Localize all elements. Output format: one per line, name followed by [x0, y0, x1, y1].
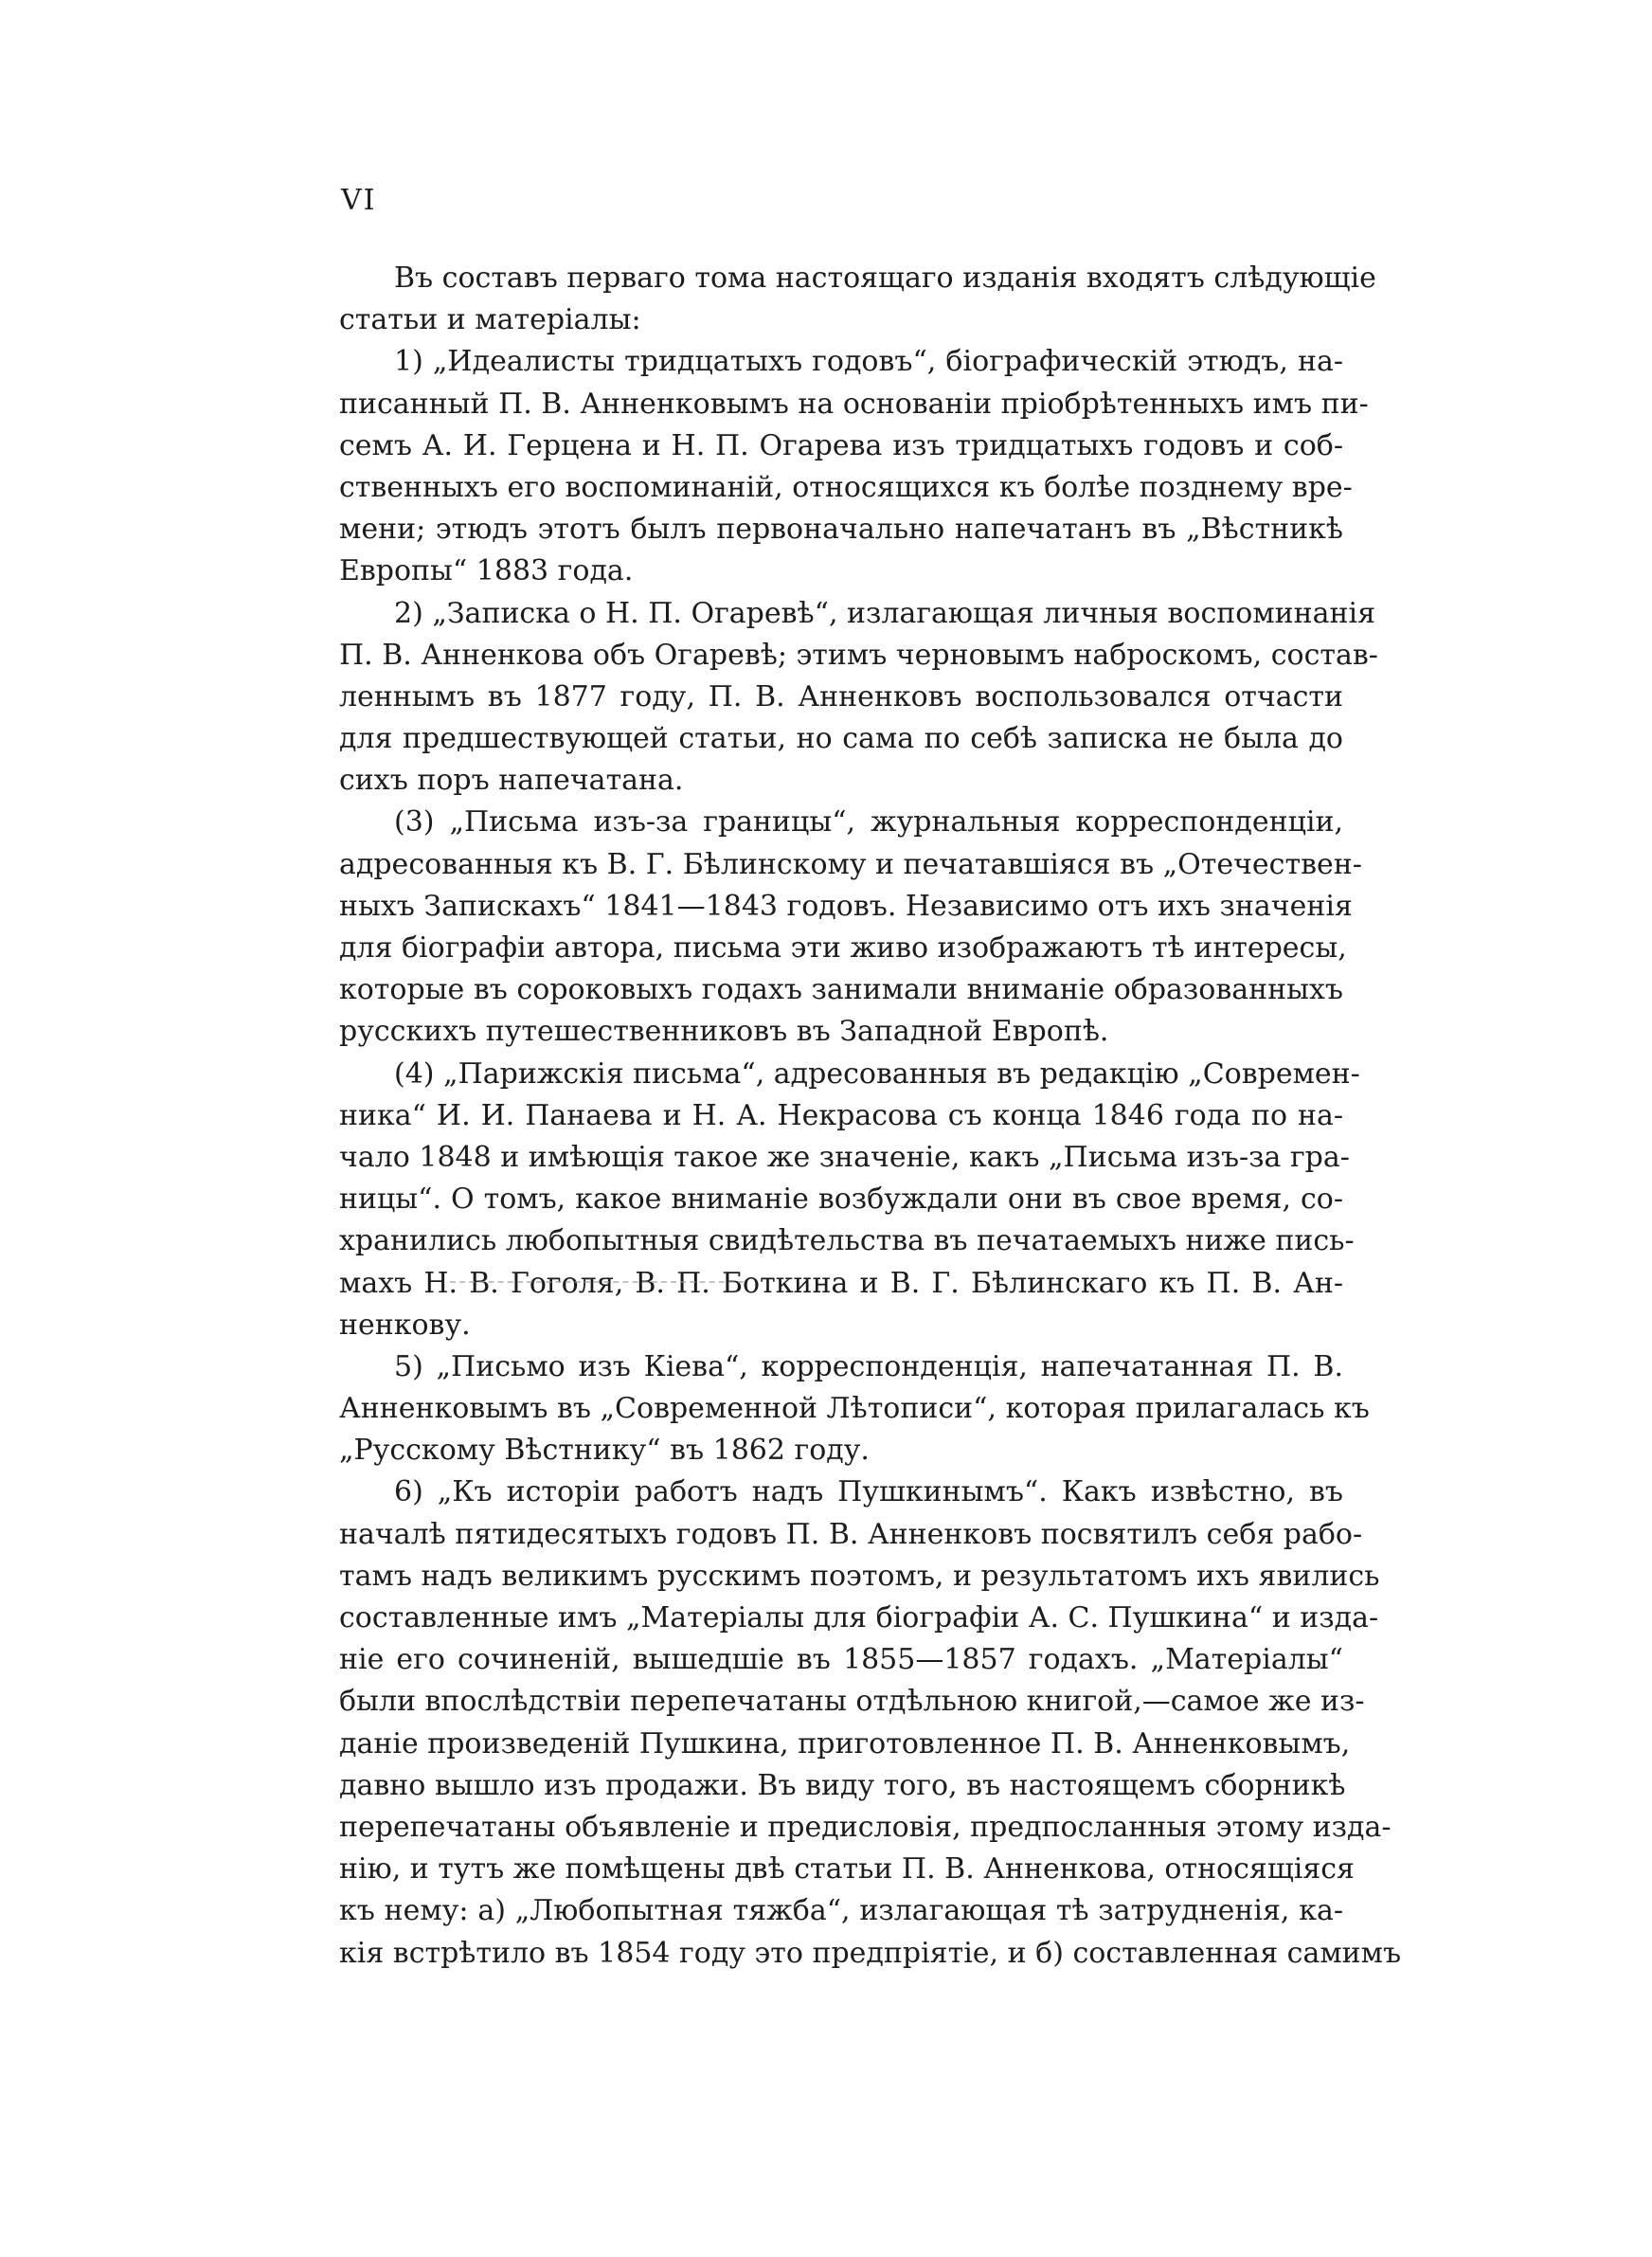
- text-line: были впослѣдствіи перепечатаны отдѣльною книгой,—самое же из-: [339, 1685, 1365, 1719]
- text-line: даніе произведеній Пушкина, приготовленное П. В. Анненковымъ,: [339, 1726, 1351, 1760]
- text-line: давно вышло изъ продажи. Въ виду того, въ настоящемъ сборникѣ: [339, 1768, 1346, 1802]
- text-line: махъ Н. В. Гоголя, В. П. Боткина и В. Г. Бѣлинскаго къ П. В. Ан-: [339, 1266, 1343, 1300]
- text-line: мени; этюдъ этотъ былъ первоначально напечатанъ въ „Вѣстникѣ: [339, 513, 1343, 547]
- text-line: для біографіи автора, письма эти живо изображаютъ тѣ интересы,: [339, 931, 1347, 965]
- text-line: ныхъ Запискахъ“ 1841—1843 годовъ. Независимо отъ ихъ значенія: [339, 889, 1353, 923]
- text-line: адресованныя къ В. Г. Бѣлинскому и печатавшіяся въ „Отечествен-: [339, 847, 1362, 881]
- text-line: (4) „Парижскія письма“, адресованныя въ редакцію „Современ-: [394, 1056, 1360, 1091]
- text-line: ніе его сочиненій, вышедшіе въ 1855—1857 годахъ. „Матеріалы“: [339, 1643, 1343, 1677]
- text-line: 5) „Письмо изъ Кіева“, корреспонденція, напечатанная П. В.: [394, 1349, 1343, 1383]
- text-line: (3) „Письма изъ-за границы“, журнальныя корреспонденціи,: [394, 805, 1343, 840]
- text-line: кія встрѣтило въ 1854 году это предпріятіе, и б) составленная самимъ: [339, 1936, 1402, 1970]
- text-line: русскихъ путешественниковъ въ Западной Европѣ.: [339, 1015, 1109, 1049]
- text-line: началѣ пятидесятыхъ годовъ П. В. Анненковъ посвятилъ себя рабо-: [339, 1517, 1363, 1551]
- text-line: чало 1848 и имѣющія такое же значеніе, какъ „Письма изъ-за гра-: [339, 1140, 1350, 1174]
- text-line: „Русскому Вѣстнику“ въ 1862 году.: [339, 1434, 870, 1468]
- body-text: [339, 258, 1402, 1975]
- text-line: хранились любопытныя свидѣтельства въ печатаемыхъ ниже пись-: [339, 1224, 1355, 1258]
- text-line: статьи и матеріалы:: [339, 303, 641, 337]
- text-line: 1) „Идеалисты тридцатыхъ годовъ“, біографическій этюдъ, на-: [394, 345, 1343, 379]
- text-line: 6) „Къ исторіи работъ надъ Пушкинымъ“. Какъ извѣстно, въ: [394, 1475, 1343, 1509]
- text-line: ницы“. О томъ, какое вниманіе возбуждали они въ свое время, со-: [339, 1183, 1343, 1217]
- page-number: VI: [341, 184, 377, 217]
- text-line: семъ А. И. Герцена и Н. П. Огарева изъ тридцатыхъ годовъ и соб-: [339, 428, 1343, 462]
- text-line: тамъ надъ великимъ русскимъ поэтомъ, и результатомъ ихъ явились: [339, 1559, 1380, 1593]
- text-line: ника“ И. И. Панаева и Н. А. Некрасова съ конца 1846 года по на-: [339, 1098, 1343, 1132]
- text-line: сихъ поръ напечатана.: [339, 764, 684, 798]
- text-line: ненкову.: [339, 1308, 471, 1342]
- faint-dashed-rule: [450, 1281, 744, 1283]
- text-line: 2) „Записка о Н. П. Огаревѣ“, излагающая личныя воспоминанія: [394, 596, 1376, 630]
- text-line: для предшествующей статьи, но сама по себѣ записка не была до: [339, 722, 1343, 756]
- text-line: леннымъ въ 1877 году, П. В. Анненковъ воспользовался отчасти: [339, 679, 1343, 713]
- text-line: П. В. Анненкова объ Огаревѣ; этимъ черновымъ наброскомъ, состав-: [339, 638, 1378, 672]
- text-line: ственныхъ его воспоминаній, относящихся къ болѣе позднему вре-: [339, 470, 1353, 504]
- text-line: Въ составъ перваго тома настоящаго изданія входятъ слѣдующіе: [394, 262, 1376, 295]
- text-line: которые въ сороковыхъ годахъ занимали вниманіе образованныхъ: [339, 973, 1343, 1007]
- text-line: составленные имъ „Матеріалы для біографіи А. С. Пушкина“ и изда-: [339, 1601, 1379, 1634]
- text-line: Анненковымъ въ „Современной Лѣтописи“, которая прилагалась къ: [339, 1392, 1370, 1426]
- text-line: писанный П. В. Анненковымъ на основаніи пріобрѣтенныхъ имъ пи-: [339, 387, 1369, 421]
- text-line: Европы“ 1883 года.: [339, 554, 634, 588]
- text-line: къ нему: а) „Любопытная тяжба“, излагающая тѣ затрудненія, ка-: [339, 1894, 1343, 1928]
- text-line: перепечатаны объявленіе и предисловія, предпосланныя этому изда-: [339, 1810, 1392, 1844]
- text-line: нію, и тутъ же помѣщены двѣ статьи П. В. Анненкова, относящіяся: [339, 1852, 1355, 1887]
